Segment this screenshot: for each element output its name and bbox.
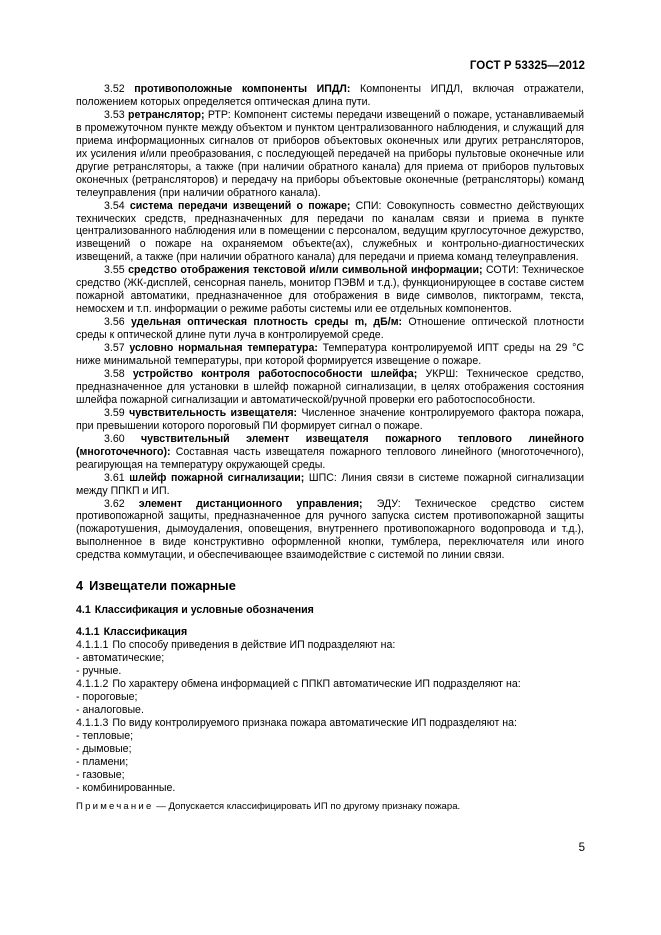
definition-3-56: 3.56 удельная оптическая плотность среды m, дБ/м: Отношение оптической плотности среды к оптической длине пути луча в контролируемой среде.	[76, 316, 584, 342]
definition-3-61: 3.61 шлейф пожарной сигнализации; ШПС: Линия связи в системе пожарной сигнализации между ППКП и ИП.	[76, 471, 584, 497]
subsection-heading: 4.1 Классификация и условные обозначения	[76, 604, 314, 617]
list-item: - комбинированные.	[76, 781, 176, 794]
list-item: - газовые;	[76, 768, 125, 781]
note: Примечание — Допускается классифицировать ИП по другому признаку пожара.	[76, 800, 461, 812]
definition-3-57: 3.57 условно нормальная температура: Температура контролируемой ИПТ среды на 29 °С ниже минимальной температуры, при которой формируется извещение о пожаре.	[76, 342, 584, 368]
page-content	[76, 83, 584, 813]
list-item: - аналоговые.	[76, 703, 144, 716]
definition-3-62: 3.62 элемент дистанционного управления; ЭДУ: Техническое средство систем противопожарной защиты, предназначенное для ручного запуска систем противопожарной защиты (пожаротушения, дымоудаления, оповещения, внутреннего противопожарного водопровода и т.д.), выполненное в виде конструктивно оформленной кнопки, тумблера, переключателя или иного средства коммутации, и обеспечивающее взаимодействие с системой по линии связи.	[76, 497, 584, 562]
classification-4-1-1-1: 4.1.1.1 По способу приведения в действие ИП подразделяют на:	[76, 639, 396, 652]
term: чувствительный элемент извещателя пожарного теплового линейного (многоточечного):	[76, 432, 584, 458]
list-item: - ручные.	[76, 665, 122, 678]
definition-3-54: 3.54 система передачи извещений о пожаре; СПИ: Совокупность совместно действующих технических средств, предназначенных для передачи по каналам связи и приема в пункте централизованного наблюдения или в помещении с персоналом, ведущим круглосуточное дежурство, извещений о пожаре на охраняемом объекте(ах), служебных и контрольно-диагностических извещений, а также (при наличии обратного канала) для передачи и приема команд телеуправления.	[76, 199, 585, 264]
definition-3-52: 3.52 противоположные компоненты ИПДЛ: Компоненты ИПДЛ, включая отражатели, положением которых определяется оптическая длина пути.	[76, 83, 585, 108]
definition-3-55: 3.55 средство отображения текстовой и/или символьной информации; СОТИ: Техническое средство (ЖК-дисплей, сенсорная панель, монитор ПЭВМ и т.д.), функционирующее в составе систем пожарной автоматики, предназначенное для отображения в виде символов, пиктограмм, текста, немосхем и т.п. информации о режиме работы системы или ее отдельных компонентов.	[76, 264, 584, 316]
list-item: - дымовые;	[76, 742, 132, 755]
standard-header: ГОСТ Р 53325—2012	[469, 60, 585, 72]
subsubsection-heading: 4.1.1 Классификация	[76, 626, 188, 639]
definition-3-60: 3.60 чувствительный элемент извещателя пожарного теплового линейного (многоточечного): Составная часть извещателя пожарного теплового линейного (многоточечного), реагирующая на температуру окружающей среды.	[76, 432, 584, 471]
list-item: - пламени;	[76, 755, 129, 768]
term: ретранслятор;	[127, 108, 205, 121]
term: элемент дистанционного управления;	[138, 497, 363, 510]
term: условно нормальная температура:	[129, 342, 318, 355]
term: чувствительность извещателя:	[129, 406, 298, 419]
term: система передачи извещений о пожаре;	[129, 199, 351, 212]
note-label: Примечание	[76, 800, 154, 812]
definition-3-59: 3.59 чувствительность извещателя: Численное значение контролируемого фактора пожара, при превышении которого пороговый ПИ формирует сигнал о пожаре.	[76, 406, 584, 432]
definition-3-58: 3.58 устройство контроля работоспособности шлейфа; УКРШ: Техническое средство, предназначенное для установки в шлейф пожарной сигнализации, в целях отображения состояния шлейфа пожарной сигнализации и автоматической/ручной проверки его работоспособности.	[76, 367, 584, 406]
list-item: - автоматические;	[76, 652, 165, 665]
term: устройство контроля работоспособности шлейфа;	[132, 367, 418, 380]
page-number: 5	[578, 842, 585, 854]
term: шлейф пожарной сигнализации;	[129, 471, 305, 484]
term: удельная оптическая плотность среды m, дБ/м:	[130, 316, 403, 329]
list-item: - пороговые;	[76, 690, 138, 703]
classification-4-1-1-2: 4.1.1.2 По характеру обмена информацией с ППКП автоматические ИП подразделяют на:	[76, 678, 521, 691]
term: противоположные компоненты ИПДЛ:	[134, 83, 351, 95]
definition-3-53: 3.53 ретранслятор; РТР: Компонент системы передачи извещений о пожаре, устанавливаемый в промежуточном пункте между объектом и пунктом централизованного наблюдения, и служащий для приема информационных сигналов от приборов объектовых оконечных или других ретрансляторов, их усиления и/или преобразования, с последующей передачей на приборы пультовые оконечные или другие ретрансляторы, а также (при наличии обратного канала) для приема от приборов пультовых оконечных (ретрансляторов) и передачу на приборы объектовые оконечные (ретрансляторы) команд телеуправления (при наличии обратного канала).	[76, 108, 584, 199]
term: средство отображения текстовой и/или символьной информации;	[128, 264, 483, 277]
classification-4-1-1-3: 4.1.1.3 По виду контролируемого признака пожара автоматические ИП подразделяют на:	[76, 716, 517, 729]
list-item: - тепловые;	[76, 729, 134, 742]
section-heading: 4 Извещатели пожарные	[76, 578, 236, 594]
